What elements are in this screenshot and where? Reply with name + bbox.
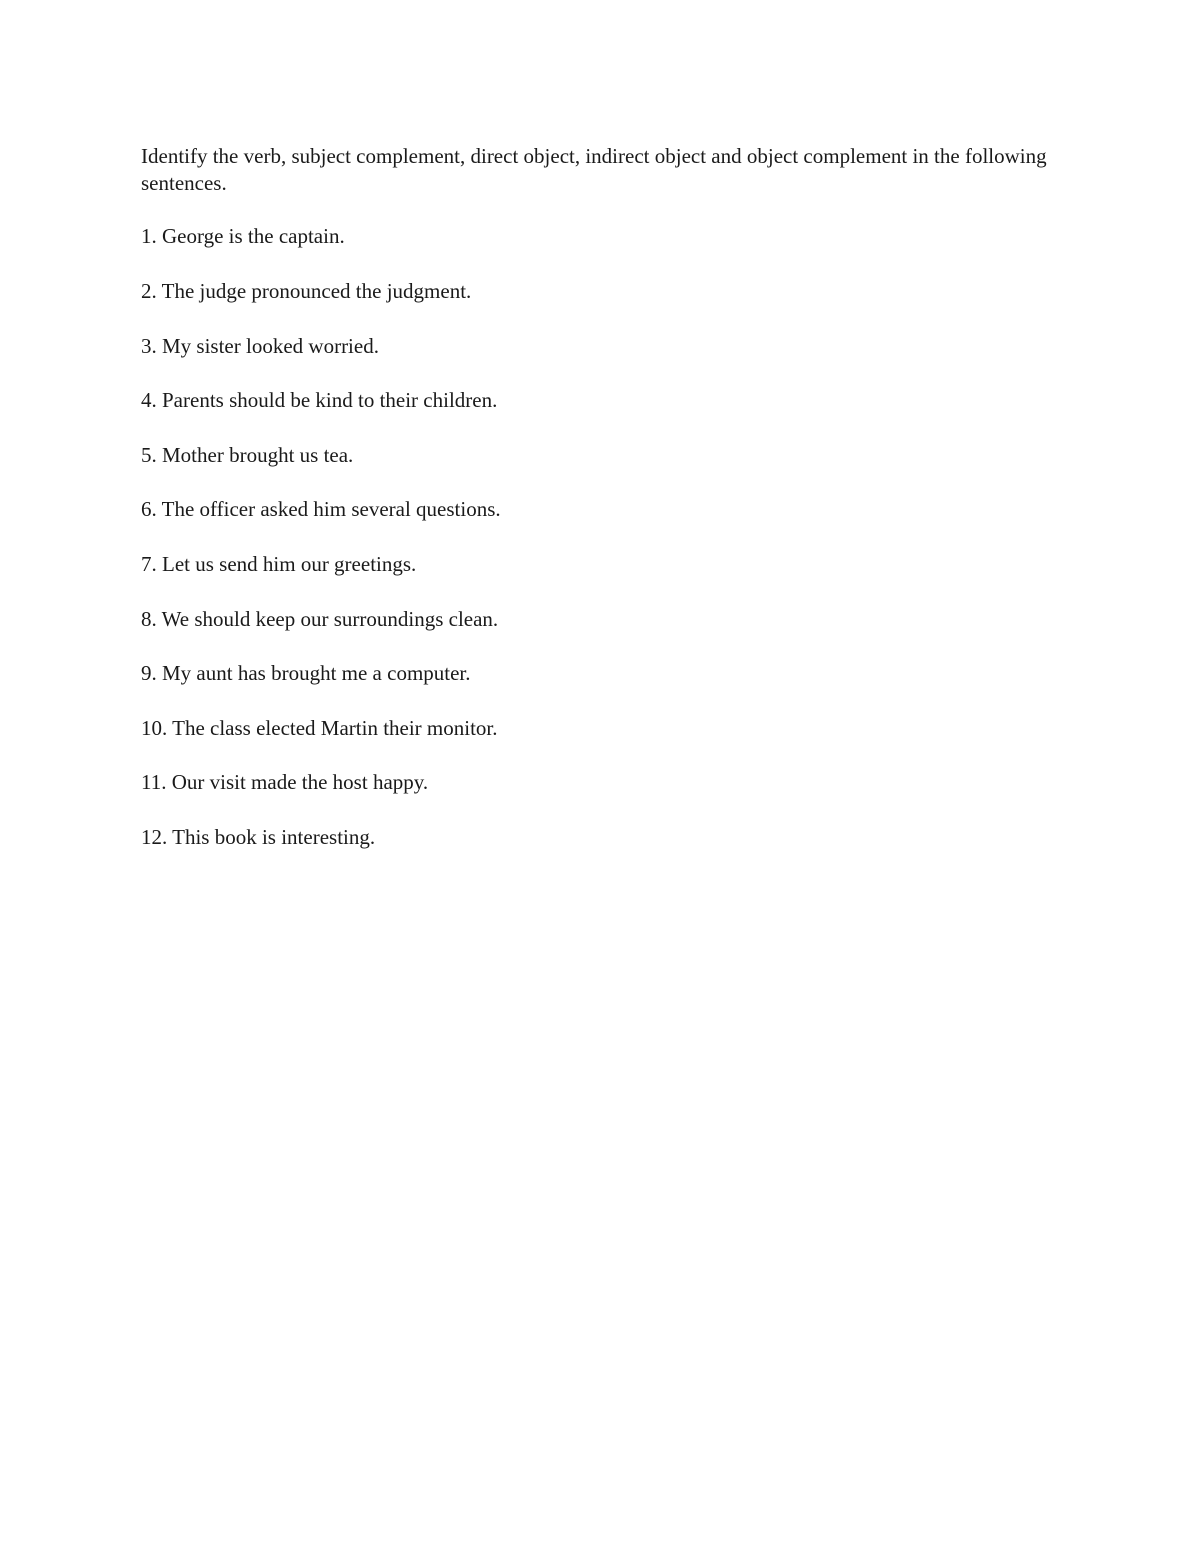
question-item-2: 2. The judge pronounced the judgment.	[141, 279, 472, 303]
question-item-3: 3. My sister looked worried.	[141, 334, 379, 358]
question-item-10: 10. The class elected Martin their monitor.	[141, 716, 498, 740]
question-item-6: 6. The officer asked him several questions.	[141, 497, 501, 521]
question-item-7: 7. Let us send him our greetings.	[141, 552, 417, 576]
question-item-11: 11. Our visit made the host happy.	[141, 770, 429, 794]
document-body	[141, 143, 1071, 849]
question-item-4: 4. Parents should be kind to their children.	[141, 388, 498, 412]
question-item-9: 9. My aunt has brought me a computer.	[141, 661, 471, 685]
question-item-1: 1. George is the captain.	[141, 224, 345, 248]
instructions-paragraph: Identify the verb, subject complement, direct object, indirect object and object complement in the following sentences.	[141, 144, 1047, 195]
question-item-5: 5. Mother brought us tea.	[141, 443, 354, 467]
question-item-12: 12. This book is interesting.	[141, 825, 376, 849]
question-item-8: 8. We should keep our surroundings clean.	[141, 607, 499, 631]
